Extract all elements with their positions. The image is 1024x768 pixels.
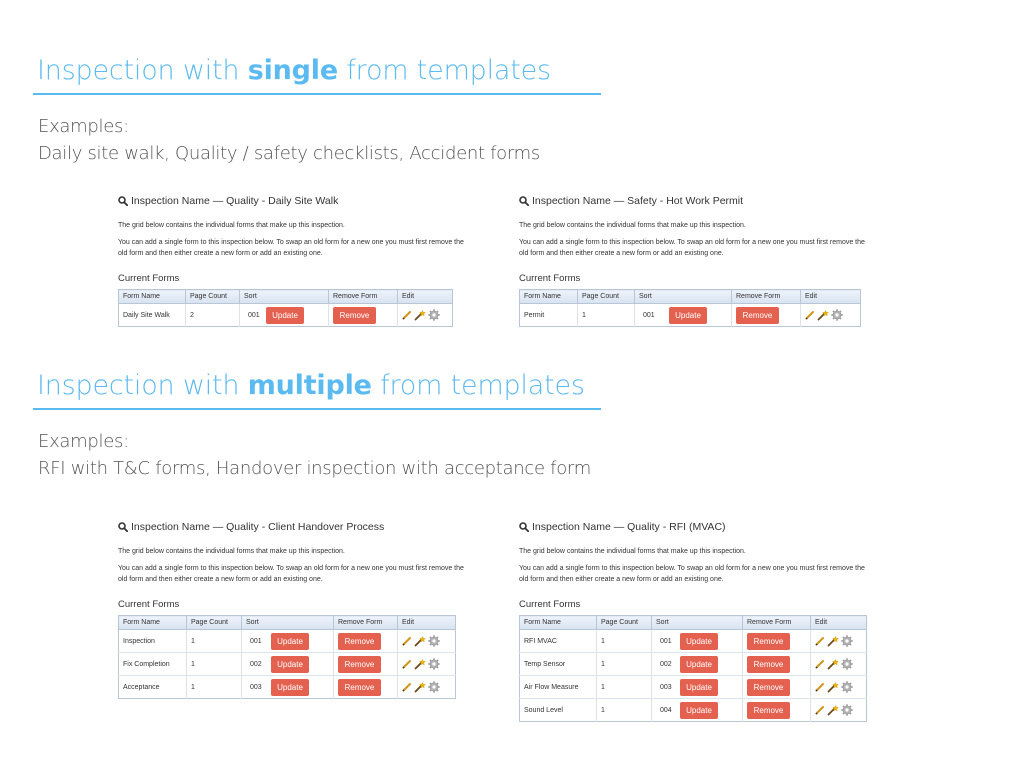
magic-wand-icon[interactable] <box>827 636 839 647</box>
gear-icon[interactable] <box>841 658 853 670</box>
page-count-cell: 1 <box>187 653 242 676</box>
heading-emphasis: multiple <box>247 370 372 401</box>
table-row <box>119 676 456 699</box>
sort-cell <box>242 676 334 699</box>
edit-cell <box>398 653 456 676</box>
edit-actions <box>402 635 451 647</box>
page-count-cell: 1 <box>597 676 652 699</box>
table-row <box>520 676 867 699</box>
page-count-cell: 2 <box>186 304 240 327</box>
form-name-cell: Air Flow Measure <box>520 676 597 699</box>
sort-value[interactable]: 001 <box>250 637 262 645</box>
magic-wand-icon[interactable] <box>827 659 839 670</box>
gear-icon[interactable] <box>428 681 440 693</box>
edit-cell <box>801 304 861 327</box>
sort-controls <box>656 702 738 719</box>
pencil-icon[interactable] <box>815 705 825 715</box>
update-button[interactable]: Update <box>680 656 718 673</box>
table-row <box>119 304 453 327</box>
column-header[interactable]: Form Name <box>520 616 597 630</box>
examples-label: Examples: <box>38 116 129 137</box>
gear-icon[interactable] <box>831 309 843 321</box>
inspection-panel-client-handover <box>118 520 478 699</box>
column-header[interactable]: Remove Form <box>334 616 398 630</box>
swap-instructions-line: old form and then either create a new form or add an existing one. <box>519 576 724 583</box>
form-name-cell: Temp Sensor <box>520 653 597 676</box>
page-count-cell: 1 <box>597 699 652 722</box>
sort-cell <box>652 699 743 722</box>
column-header[interactable]: Form Name <box>119 616 187 630</box>
inspection-panel-rfi-mvac <box>519 520 879 722</box>
magic-wand-icon[interactable] <box>414 636 426 647</box>
edit-actions <box>815 635 862 647</box>
remove-button[interactable]: Remove <box>747 656 790 673</box>
heading-text: Inspection with <box>37 370 248 401</box>
sort-value[interactable]: 002 <box>250 660 262 668</box>
update-button[interactable]: Update <box>680 702 718 719</box>
update-button[interactable]: Update <box>271 656 309 673</box>
column-header[interactable]: Remove Form <box>329 290 398 304</box>
panel-title <box>519 194 879 208</box>
forms-grid <box>519 615 867 722</box>
table-row <box>119 630 456 653</box>
page-count-cell: 1 <box>187 676 242 699</box>
heading-text: Inspection with <box>37 55 248 86</box>
remove-button[interactable]: Remove <box>747 702 790 719</box>
grid-description: The grid below contains the individual forms that make up this inspection. <box>519 222 746 229</box>
edit-actions <box>815 681 862 693</box>
swap-instructions-line: old form and then either create a new form or add an existing one. <box>118 576 323 583</box>
column-header[interactable]: Form Name <box>520 290 578 304</box>
search-icon <box>519 196 529 206</box>
current-forms-label: Current Forms <box>519 599 581 610</box>
remove-cell <box>743 699 811 722</box>
heading-text: from templates <box>371 370 585 401</box>
edit-cell <box>398 304 453 327</box>
table-row <box>520 699 867 722</box>
edit-cell <box>811 699 867 722</box>
column-header[interactable]: Remove Form <box>732 290 801 304</box>
remove-cell <box>743 653 811 676</box>
forms-grid <box>519 289 861 327</box>
pencil-icon[interactable] <box>815 682 825 692</box>
examples-text: RFI with T&C forms, Handover inspection with acceptance form <box>38 458 591 479</box>
swap-instructions <box>519 237 879 259</box>
sort-value[interactable]: 001 <box>660 637 672 645</box>
sort-controls <box>246 679 329 696</box>
magic-wand-icon[interactable] <box>414 682 426 693</box>
update-button[interactable]: Update <box>680 679 718 696</box>
sort-value[interactable]: 004 <box>660 706 672 714</box>
update-button[interactable]: Update <box>266 307 304 324</box>
sort-value[interactable]: 001 <box>643 311 655 319</box>
sort-cell <box>635 304 732 327</box>
column-header[interactable]: Sort <box>240 290 329 304</box>
gear-icon[interactable] <box>428 309 440 321</box>
sort-cell <box>652 630 743 653</box>
update-button[interactable]: Update <box>680 633 718 650</box>
column-header[interactable]: Edit <box>398 290 453 304</box>
examples-label: Examples: <box>38 431 129 452</box>
page-count-cell: 1 <box>187 630 242 653</box>
column-header[interactable]: Form Name <box>119 290 186 304</box>
remove-button[interactable]: Remove <box>338 633 381 650</box>
panel-title <box>519 520 879 534</box>
grid-description: The grid below contains the individual forms that make up this inspection. <box>118 548 345 555</box>
sort-value[interactable]: 003 <box>250 683 262 691</box>
gear-icon[interactable] <box>841 681 853 693</box>
table-row <box>520 304 861 327</box>
column-header[interactable]: Sort <box>242 616 334 630</box>
sort-controls <box>246 656 329 673</box>
grid-header-row <box>520 616 867 630</box>
sort-controls <box>656 656 738 673</box>
update-button[interactable]: Update <box>271 679 309 696</box>
sort-value[interactable]: 001 <box>248 311 260 319</box>
grid-header-row <box>520 290 861 304</box>
remove-cell <box>743 676 811 699</box>
magic-wand-icon[interactable] <box>827 682 839 693</box>
edit-actions <box>402 658 451 670</box>
section-heading-single <box>37 55 551 86</box>
magic-wand-icon[interactable] <box>827 705 839 716</box>
examples-text: Daily site walk, Quality / safety checklists, Accident forms <box>38 143 540 164</box>
sort-cell <box>242 653 334 676</box>
form-name-cell: Fix Completion <box>119 653 187 676</box>
column-header[interactable]: Page Count <box>187 616 242 630</box>
column-header[interactable]: Page Count <box>186 290 240 304</box>
remove-button[interactable]: Remove <box>338 679 381 696</box>
grid-description: The grid below contains the individual forms that make up this inspection. <box>118 222 345 229</box>
grid-header-row <box>119 290 453 304</box>
section-heading-multiple <box>37 370 585 401</box>
heading-text: from templates <box>337 55 551 86</box>
gear-icon[interactable] <box>841 704 853 716</box>
heading-underline <box>33 93 601 95</box>
sort-controls <box>244 307 324 324</box>
search-icon <box>118 196 128 206</box>
inspection-panel-daily-site-walk <box>118 194 478 327</box>
remove-button[interactable]: Remove <box>736 307 779 324</box>
pencil-icon[interactable] <box>402 310 412 320</box>
column-header[interactable]: Page Count <box>597 616 652 630</box>
sort-value[interactable]: 002 <box>660 660 672 668</box>
swap-instructions-line: You can add a single form to this inspection below. To swap an old form for a new one you must first remove the <box>118 239 464 246</box>
remove-cell <box>334 653 398 676</box>
column-header[interactable]: Sort <box>635 290 732 304</box>
inspection-name: Inspection Name — Quality - RFI (MVAC) <box>532 521 726 533</box>
magic-wand-icon[interactable] <box>414 310 426 321</box>
swap-instructions <box>118 563 478 585</box>
table-row <box>520 630 867 653</box>
current-forms-label: Current Forms <box>118 599 180 610</box>
magic-wand-icon[interactable] <box>817 310 829 321</box>
examples-block <box>38 428 591 482</box>
sort-controls <box>639 307 727 324</box>
pencil-icon[interactable] <box>402 636 412 646</box>
grid-description: The grid below contains the individual forms that make up this inspection. <box>519 548 746 555</box>
column-header[interactable]: Remove Form <box>743 616 811 630</box>
column-header[interactable]: Edit <box>811 616 867 630</box>
forms-grid <box>118 289 453 327</box>
grid-header-row <box>119 616 456 630</box>
edit-actions <box>805 309 856 321</box>
edit-cell <box>811 630 867 653</box>
magic-wand-icon[interactable] <box>414 659 426 670</box>
search-icon <box>118 522 128 532</box>
form-name-cell: Acceptance <box>123 683 160 691</box>
edit-cell <box>398 630 456 653</box>
page-count-cell: 1 <box>578 304 635 327</box>
gear-icon[interactable] <box>428 658 440 670</box>
form-name-cell: Sound Level <box>524 706 563 714</box>
sort-controls <box>656 679 738 696</box>
forms-grid <box>118 615 456 699</box>
gear-icon[interactable] <box>428 635 440 647</box>
swap-instructions-line: You can add a single form to this inspection below. To swap an old form for a new one you must first remove the <box>519 239 865 246</box>
form-name-cell: Inspection <box>119 630 187 653</box>
edit-cell <box>811 676 867 699</box>
current-forms-label: Current Forms <box>118 273 180 284</box>
remove-cell <box>732 304 801 327</box>
examples-block <box>38 113 540 167</box>
swap-instructions-line: old form and then either create a new form or add an existing one. <box>519 250 724 257</box>
sort-cell <box>652 653 743 676</box>
column-header[interactable]: Sort <box>652 616 743 630</box>
form-name-cell: RFI MVAC <box>520 630 597 653</box>
inspection-panel-hot-work-permit <box>519 194 879 327</box>
pencil-icon[interactable] <box>805 310 815 320</box>
pencil-icon[interactable] <box>402 659 412 669</box>
sort-cell <box>242 630 334 653</box>
remove-cell <box>334 676 398 699</box>
column-header[interactable]: Edit <box>398 616 456 630</box>
edit-cell <box>398 676 456 699</box>
panel-title <box>118 520 478 534</box>
swap-instructions <box>118 237 478 259</box>
heading-emphasis: single <box>247 55 338 86</box>
table-row <box>119 653 456 676</box>
heading-underline <box>33 408 601 410</box>
pencil-icon[interactable] <box>815 659 825 669</box>
page-count-cell: 1 <box>597 653 652 676</box>
remove-button[interactable]: Remove <box>333 307 376 324</box>
update-button[interactable]: Update <box>271 633 309 650</box>
current-forms-label: Current Forms <box>519 273 581 284</box>
page-count-cell: 1 <box>597 630 652 653</box>
remove-button[interactable]: Remove <box>747 679 790 696</box>
column-header[interactable]: Edit <box>801 290 861 304</box>
pencil-icon[interactable] <box>402 682 412 692</box>
panel-title <box>118 194 478 208</box>
sort-value[interactable]: 003 <box>660 683 672 691</box>
search-icon <box>519 522 529 532</box>
sort-cell <box>240 304 329 327</box>
swap-instructions <box>519 563 879 585</box>
update-button[interactable]: Update <box>669 307 707 324</box>
sort-controls <box>656 633 738 650</box>
inspection-name: Inspection Name — Safety - Hot Work Permit <box>532 195 744 207</box>
column-header[interactable]: Page Count <box>578 290 635 304</box>
sort-cell <box>652 676 743 699</box>
edit-actions <box>815 704 862 716</box>
remove-button[interactable]: Remove <box>747 633 790 650</box>
swap-instructions-line: You can add a single form to this inspection below. To swap an old form for a new one you must first remove the <box>118 565 464 572</box>
table-row <box>520 653 867 676</box>
remove-button[interactable]: Remove <box>338 656 381 673</box>
gear-icon[interactable] <box>841 635 853 647</box>
swap-instructions-line: old form and then either create a new form or add an existing one. <box>118 250 323 257</box>
sort-controls <box>246 633 329 650</box>
edit-actions <box>402 309 448 321</box>
inspection-name: Inspection Name — Quality - Daily Site Walk <box>131 195 339 207</box>
remove-cell <box>329 304 398 327</box>
pencil-icon[interactable] <box>815 636 825 646</box>
swap-instructions-line: You can add a single form to this inspection below. To swap an old form for a new one you must first remove the <box>519 565 865 572</box>
form-name-cell: Daily Site Walk <box>123 311 170 319</box>
inspection-name: Inspection Name — Quality - Client Handover Process <box>131 521 385 533</box>
remove-cell <box>334 630 398 653</box>
edit-actions <box>402 681 451 693</box>
remove-cell <box>743 630 811 653</box>
form-name-cell: Permit <box>524 311 545 319</box>
edit-cell <box>811 653 867 676</box>
edit-actions <box>815 658 862 670</box>
